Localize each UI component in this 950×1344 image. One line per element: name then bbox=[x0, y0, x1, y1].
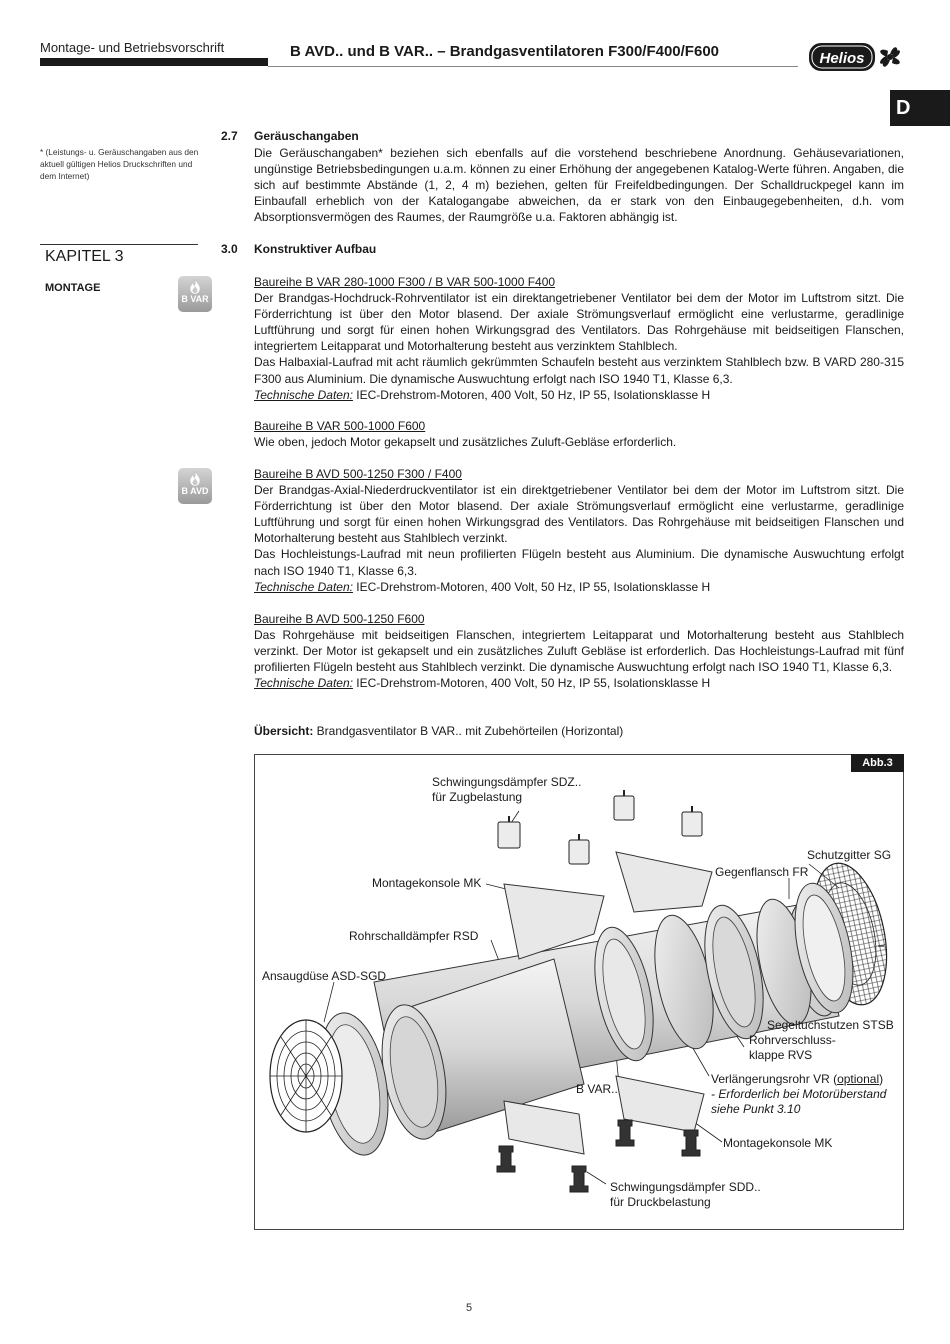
paragraph: Der Brandgas-Hochdruck-Rohrventilator ist ein direktangetriebener Ventilator bei dem der Motor im Luftstrom sitzt. Die Förderrichtung ist über den Motor blasend. Der axiale Strömungsverlauf ermöglicht eine verlustarme, geradlinige Luftführung und sorgt für einen hohen Wirkungsgrad des Ventilators. Das Rohrgehäuse mit beidseitigen Flanschen, integriertem Leitapparat und Motorhalterung besteht aus verzinktem Stahlblech. bbox=[254, 291, 904, 354]
series-title: Baureihe B AVD 500-1250 F300 / F400 bbox=[254, 467, 462, 481]
header-rule bbox=[268, 66, 798, 67]
tech-value: IEC-Drehstrom-Motoren, 400 Volt, 50 Hz, IP 55, Isolationsklasse H bbox=[352, 676, 711, 691]
label-part: Verlängerungsrohr VR ( bbox=[711, 1072, 838, 1086]
paragraph: Das Hochleistungs-Laufrad mit neun profilierten Flügeln besteht aus Aluminium. Die dynamische Auswuchtung erfolgt nach ISO 1940 T1, Klasse 6,3. bbox=[254, 547, 904, 578]
language-tab: D bbox=[890, 90, 950, 126]
paragraph: Das Rohrgehäuse mit beidseitigen Flanschen, integriertem Leitapparat und Motorhalterung besteht aus Stahlblech verzinkt. Der Motor ist gekapselt und ein zusätzliches Zuluft Gebläse ist erforderlich. Das Hochleistungs-Laufrad mit fünf profilierten Flügeln besteht aus Stahlblech verzinkt. Die dynamische Auswuchtung erfolgt nach ISO 1940 T1, Klasse 6,3. bbox=[254, 628, 904, 675]
label-schutzgitter: Schutzgitter SG bbox=[807, 848, 892, 862]
label-rsd: Rohrschalldämpfer RSD bbox=[349, 929, 479, 943]
footnote: * (Leistungs- u. Geräuschangaben aus den aktuell gültigen Helios Druckschriften und dem Internet) bbox=[40, 147, 199, 181]
label-line: Schwingungsdämpfer SDZ.. bbox=[432, 775, 582, 789]
tech-value: IEC-Drehstrom-Motoren, 400 Volt, 50 Hz, IP 55, Isolationsklasse H bbox=[352, 579, 711, 594]
badge-label: B AVD bbox=[181, 486, 209, 496]
label-line: für Druckbelastung bbox=[610, 1195, 711, 1209]
section-number: 3.0 bbox=[221, 242, 238, 256]
paragraph: Der Brandgas-Axial-Niederdruckventilator ist ein direktgetriebener Ventilator bei dem der Motor im Luftstrom sitzt. Die Förderrichtung ist über den Motor blasend. Der axiale Strömungsverlauf ermöglicht eine verlustarme, geradlinige Luftführung und sorgt für einen hohen Wirkungsgrad des Ventilators. Das Rohrgehäuse mit beidseitigen Flanschen und Motorhalterung besteht aus Stahlblech verzinkt. bbox=[254, 483, 904, 546]
label-gegenflansch: Gegenflansch FR bbox=[715, 865, 809, 879]
label-sdz bbox=[432, 775, 581, 805]
chapter-rule bbox=[40, 244, 198, 245]
overview-text: Brandgasventilator B VAR.. mit Zubehörteilen (Horizontal) bbox=[313, 724, 624, 738]
label-mk-bottom: Montagekonsole MK bbox=[723, 1136, 833, 1150]
section-title: MONTAGE bbox=[45, 282, 101, 294]
tech-value: IEC-Drehstrom-Motoren, 400 Volt, 50 Hz, IP 55, Isolationsklasse H bbox=[352, 387, 711, 402]
series-title: Baureihe B VAR 280-1000 F300 / B VAR 500-1000 F400 bbox=[254, 275, 556, 289]
inlet-guard bbox=[270, 1020, 342, 1132]
series-title: Baureihe B VAR 500-1000 F600 bbox=[254, 419, 426, 433]
badge-label: B VAR bbox=[181, 294, 209, 304]
series-block bbox=[254, 466, 904, 595]
helios-logo bbox=[808, 40, 904, 74]
tech-label: Technische Daten: bbox=[254, 387, 353, 402]
label-line: klappe RVS bbox=[749, 1048, 813, 1062]
chapter-title: KAPITEL 3 bbox=[45, 248, 124, 265]
label-line: Schwingungsdämpfer SDD.. bbox=[610, 1180, 761, 1194]
label-line: für Zugbelastung bbox=[432, 790, 523, 804]
paragraph: Das Halbaxial-Laufrad mit acht räumlich gekrümmten Schaufeln besteht aus verzinktem Stahlblech bzw. B VARD 280-315 F300 aus Aluminium. Die dynamische Auswuchtung erfolgt nach ISO 1940 T1, Klasse 6,3. bbox=[254, 355, 904, 386]
tech-label: Technische Daten: bbox=[254, 579, 353, 594]
label-mk-top: Montagekonsole MK bbox=[372, 876, 482, 890]
series-block bbox=[254, 274, 904, 403]
label-stsb: Segeltuchstutzen STSB bbox=[767, 1018, 894, 1032]
paragraph: Die Geräuschangaben* beziehen sich ebenfalls auf die vorstehend beschriebene Anordnung. Gehäusevariationen, ungünstige Betriebsbedingungen u.a.m. können zu einer Erhöhung der angegebenen Katalog-Werte führen. Angaben, die sich auf bestimmte Abstände (1, 2, 4 m) beziehen, gelten für Freifeldbedingungen. Der Schalldruckpegel kann im Einbaufall erheblich von der Katalogangabe abweichen, da er stark von den Einbaugegebenheiten, d.h. vom Absorptionsvermögen des Raumes, der Raumgröße u.a. Faktoren abhängig ist. bbox=[254, 146, 904, 225]
label-bvar: B VAR.. bbox=[576, 1082, 618, 1096]
paragraph: Wie oben, jedoch Motor gekapselt und zusätzliches Zuluft-Gebläse erforderlich. bbox=[254, 435, 677, 450]
logo-text: Helios bbox=[819, 50, 865, 67]
label-asd: Ansaugdüse ASD-SGD bbox=[262, 969, 387, 983]
label-line: siehe Punkt 3.10 bbox=[711, 1102, 801, 1116]
tech-label: Technische Daten: bbox=[254, 676, 353, 691]
flame-icon bbox=[189, 471, 201, 486]
document-type-label: Montage- und Betriebsvorschrift bbox=[40, 40, 225, 55]
figure-tag: Abb.3 bbox=[851, 754, 904, 772]
flame-icon bbox=[189, 279, 201, 294]
series-title: Baureihe B AVD 500-1250 F600 bbox=[254, 612, 425, 626]
page-number: 5 bbox=[466, 1302, 473, 1314]
label-rvs bbox=[749, 1033, 836, 1063]
section-heading: Geräuschangaben bbox=[254, 129, 359, 143]
label-part: ) bbox=[879, 1072, 884, 1086]
overview-label: Übersicht: bbox=[254, 724, 314, 738]
series-block bbox=[254, 611, 904, 691]
exploded-view-drawing bbox=[254, 754, 904, 1230]
section-number: 2.7 bbox=[221, 129, 238, 143]
label-line: Rohrverschluss- bbox=[749, 1033, 836, 1047]
overview-caption bbox=[254, 723, 904, 739]
label-line bbox=[711, 1072, 886, 1087]
tech-data bbox=[254, 675, 904, 691]
label-vr bbox=[711, 1072, 886, 1117]
tech-data bbox=[254, 387, 904, 403]
label-part: optional bbox=[837, 1072, 880, 1086]
b-var-badge bbox=[178, 276, 212, 312]
tech-data bbox=[254, 579, 904, 595]
label-line: - Erforderlich bei Motorüberstand bbox=[711, 1087, 887, 1101]
b-avd-badge bbox=[178, 468, 212, 504]
label-sdd bbox=[610, 1180, 761, 1210]
page-title: B AVD.. und B VAR.. – Brandgasventilatoren F300/F400/F600 bbox=[290, 43, 720, 60]
series-block bbox=[254, 418, 904, 450]
section-heading: Konstruktiver Aufbau bbox=[254, 242, 377, 256]
header-bar bbox=[40, 58, 268, 66]
